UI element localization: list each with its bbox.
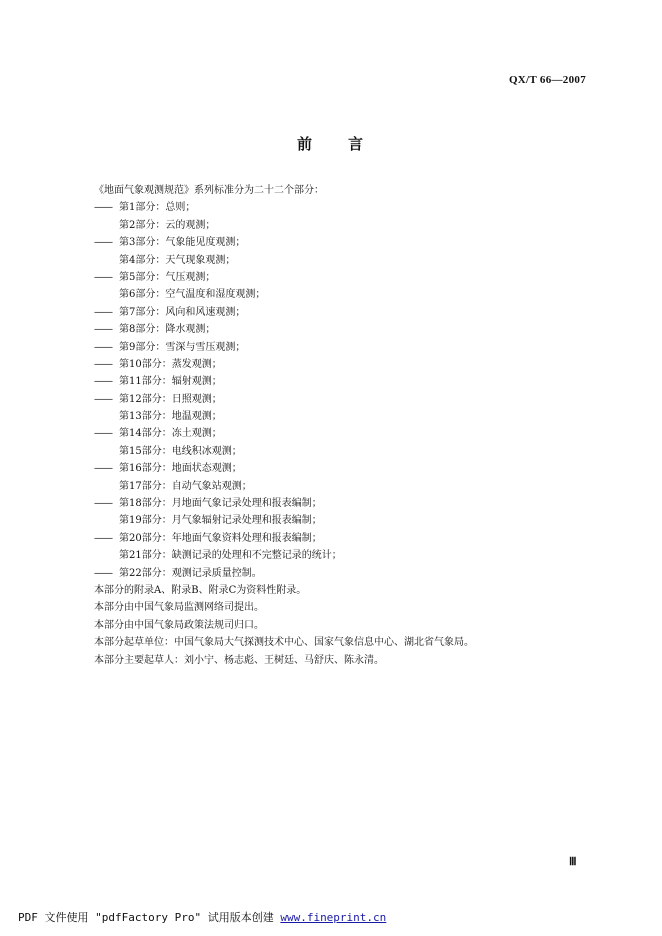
em-dash-marker: —— — [94, 358, 112, 370]
em-dash-marker: —— — [94, 376, 112, 388]
part-item — [94, 512, 564, 529]
part-item-text: 第13部分：地温观测； — [119, 411, 222, 423]
parts-list — [94, 199, 564, 582]
note-line: 本部分主要起草人：刘小宁、杨志彪、王树廷、马舒庆、陈永清。 — [94, 654, 384, 666]
title-left-char: 前 — [296, 135, 314, 153]
part-item-text: 第20部分：年地面气象资料处理和报表编制； — [119, 532, 322, 544]
part-item — [94, 373, 564, 390]
part-item-text: 第16部分：地面状态观测； — [119, 463, 242, 475]
part-item-text: 第4部分：天气现象观测； — [119, 254, 236, 266]
note-line: 本部分起草单位：中国气象局大气探测技术中心、国家气象信息中心、湖北省气象局。 — [94, 637, 474, 649]
title-right-char: 言 — [348, 135, 366, 153]
foreword-body — [94, 182, 564, 669]
part-item-text: 第17部分：自动气象站观测； — [119, 480, 252, 492]
part-item-text: 第6部分：空气温度和湿度观测； — [119, 289, 266, 301]
em-dash-marker: —— — [94, 498, 112, 510]
part-item — [94, 217, 564, 234]
part-item — [94, 339, 564, 356]
em-dash-marker: —— — [94, 428, 112, 440]
part-item-text: 第10部分：蒸发观测； — [119, 358, 222, 370]
page-number: Ⅲ — [569, 856, 577, 868]
part-item-text: 第1部分：总则； — [119, 202, 196, 214]
part-item — [94, 269, 564, 286]
part-item — [94, 425, 564, 442]
part-item — [94, 495, 564, 512]
part-item-text: 第7部分：风向和风速观测； — [119, 306, 246, 318]
part-item-text: 第5部分：气压观测； — [119, 271, 216, 283]
part-item-text: 第22部分：观测记录质量控制。 — [119, 567, 262, 579]
em-dash-marker: —— — [94, 202, 112, 214]
part-item — [94, 565, 564, 582]
page-title — [0, 133, 662, 154]
em-dash-marker: —— — [94, 271, 112, 283]
em-dash-marker: —— — [94, 341, 112, 353]
em-dash-marker: —— — [94, 532, 112, 544]
part-item-text: 第9部分：雪深与雪压观测； — [119, 341, 246, 353]
part-item — [94, 252, 564, 269]
part-item — [94, 286, 564, 303]
part-item — [94, 304, 564, 321]
part-item — [94, 356, 564, 373]
part-item — [94, 547, 564, 564]
part-item-text: 第21部分：缺测记录的处理和不完整记录的统计； — [119, 550, 342, 562]
note-line: 本部分由中国气象局监测网络司提出。 — [94, 602, 264, 614]
intro-line: 《地面气象观测规范》系列标准分为二十二个部分： — [94, 185, 324, 196]
em-dash-marker: —— — [94, 393, 112, 405]
part-item — [94, 408, 564, 425]
part-item — [94, 443, 564, 460]
part-item-text: 第11部分：辐射观测； — [119, 376, 222, 388]
part-item-text: 第14部分：冻土观测； — [119, 428, 222, 440]
part-item-text: 第15部分：电线积冰观测； — [119, 445, 242, 457]
notes-list — [94, 582, 564, 669]
footer-text: PDF 文件使用 "pdfFactory Pro" 试用版本创建 — [18, 911, 274, 924]
part-item-text: 第8部分：降水观测； — [119, 324, 216, 336]
part-item — [94, 478, 564, 495]
part-item — [94, 321, 564, 338]
part-item-text: 第19部分：月气象辐射记录处理和报表编制； — [119, 515, 322, 527]
note-line: 本部分的附录A、附录B、附录C为资料性附录。 — [94, 584, 307, 596]
em-dash-marker: —— — [94, 567, 112, 579]
em-dash-marker: —— — [94, 324, 112, 336]
part-item-text: 第3部分：气象能见度观测； — [119, 237, 246, 249]
part-item — [94, 391, 564, 408]
part-item-text: 第12部分：日照观测； — [119, 393, 222, 405]
em-dash-marker: —— — [94, 237, 112, 249]
pdf-footer — [18, 909, 386, 925]
part-item — [94, 234, 564, 251]
part-item — [94, 199, 564, 216]
part-item — [94, 460, 564, 477]
em-dash-marker: —— — [94, 463, 112, 475]
part-item-text: 第2部分：云的观测； — [119, 219, 216, 231]
standard-code: QX/T 66—2007 — [508, 74, 586, 86]
note-line: 本部分由中国气象局政策法规司归口。 — [94, 619, 264, 631]
footer-link[interactable]: www.fineprint.cn — [280, 911, 387, 924]
em-dash-marker: —— — [94, 306, 112, 318]
part-item — [94, 530, 564, 547]
part-item-text: 第18部分：月地面气象记录处理和报表编制； — [119, 498, 322, 510]
